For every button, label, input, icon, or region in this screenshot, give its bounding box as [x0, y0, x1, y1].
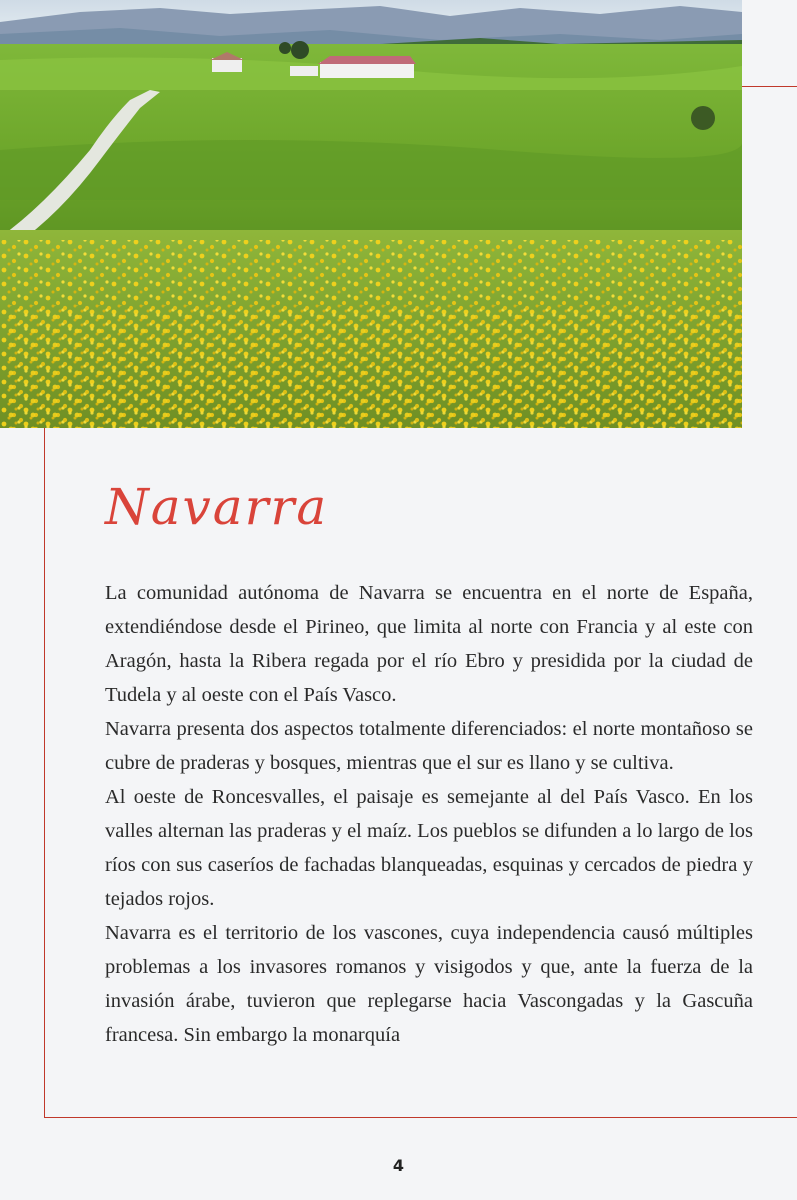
- top-right-rule: [742, 86, 797, 87]
- body-text: [105, 576, 753, 1052]
- left-frame-rule: [44, 428, 45, 1118]
- landscape-photo: [0, 0, 742, 428]
- paragraph-3: Al oeste de Roncesvalles, el paisaje es semejante al del País Vasco. En los valles alternan las praderas y el maíz. Los pueblos se difunden a lo largo de los ríos con sus caseríos de fachadas blanqueadas, esquinas y cercados de piedra y tejados rojos.: [105, 786, 753, 910]
- paragraph-1: La comunidad autónoma de Navarra se encuentra en el norte de España, extendiéndose desde el Pirineo, que limita al norte con Francia y al este con Aragón, hasta la Ribera regada por el río Ebro y presidida por la ciudad de Tudela y al oeste con el País Vasco.: [105, 582, 753, 706]
- bottom-frame-rule: [44, 1117, 797, 1118]
- paragraph-2: Navarra presenta dos aspectos totalmente diferenciados: el norte montañoso se cubre de praderas y bosques, mientras que el sur es llano y se cultiva.: [105, 718, 753, 774]
- page-title: Navarra: [105, 478, 329, 536]
- page-number: 4: [392, 1156, 405, 1175]
- paragraph-4: Navarra es el territorio de los vascones, cuya independencia causó múltiples problemas a los invasores romanos y visigodos y que, ante la fuerza de la invasión árabe, tuvieron que replegarse hacia Vascongadas y la Gascuña francesa. Sin embargo la monarquía: [105, 922, 753, 1046]
